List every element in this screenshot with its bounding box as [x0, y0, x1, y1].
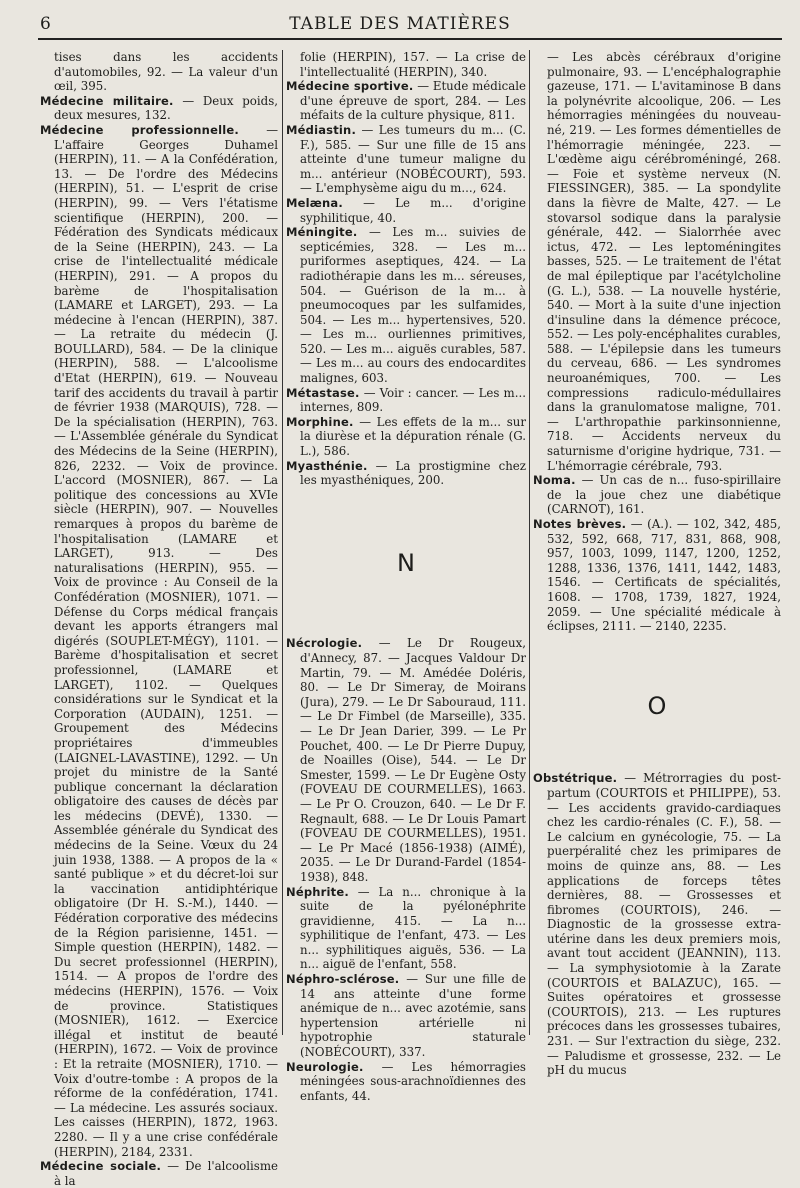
entry-heading: Médecine militaire. — [40, 93, 174, 108]
page-number: 6 — [40, 14, 51, 34]
column-divider — [282, 50, 283, 1035]
entry-text: — Les abcès cérébraux d'origine pulmonaire, 93. — L'encéphalographie gazeuse, 171. — L'avitaminose B dans la polynévrite alcoolique, 206. — Les hémorragies méningées du nouveau-né, 219. — Les formes démentielles de l'hémorragie méningée, 223. — L'œdème aigu cérébroméningé, 268. — Foie et système nerveux (N. FIESSINGER), 385. — La spondylite dans la fièvre de Malte, 427. — Le stovarsol sodique dans la paralysie générale, 442. — Sialorrhée avec ictus, 472. — Les leptoméningites basses, 525. — Le traitement de l'état de mal épileptique par l'acétylcholine (G. L.), 538. — La nouvelle hystérie, 540. — Mort à la suite d'une injection d'insuline dans la démence précoce, 552. — Les poly-encéphalites curables, 588. — L'épilepsie dans les tumeurs du cerveau, 686. — Les syndromes neuroanémiques, 700. — Les compressions radiculo-médullaires dans la granulomatose maligne, 701. — L'arthropathie parkinsonnienne, 718. — Accidents nerveux du saturnisme d'origine hydrique, 731. — L'hémorragie cérébrale, 793. — [547, 50, 781, 473]
index-entry — [286, 50, 526, 79]
index-entry — [286, 123, 526, 196]
entry-text: — L'affaire Georges Duhamel (HERPIN), 11. — A la Confédération, 13. — De l'ordre des Médecins (HERPIN), 51. — L'esprit de crise (HERPIN), 99. — Vers l'étatisme scientifique (HERPIN), 200. — Fédération des Syndicats médicaux de la Seine (HERPIN), 243. — La crise de l'intellectualité médicale (HERPIN), 291. — A propos du barème de l'hospitalisation (LAMARE et LARGET), 293. — La médecine à l'encan (HERPIN), 387. — La retraite du médecin (J. BOULLARD), 584. — De la clinique (HERPIN), 588. — L'alcoolisme d'Etat (HERPIN), 619. — Nouveau tarif des accidents du travail à partir de février 1938 (MARQUIS), 728. — De la spécialisation (HERPIN), 763. — L'Assemblée générale du Syndicat des Médecins de la Seine (HERPIN), 826, 2232. — Voix de province. L'accord (MOSNIER), 867. — La politique des concessions au XVIe siècle (HERPIN), 907. — Nouvelles remarques à propos du barème de l'hospitalisation (LAMARE et LARGET), 913. — Des naturalisations (HERPIN), 955. — Voix de province : Au Conseil de la Confédération (MOSNIER), 1071. — Défense du Corps médical français devant les apports étrangers mal digérés (SOUPLET-MÉGY), 1101. — Barème d'hospitalisation et secret professionnel, (LAMARE et LARGET), 1102. — Quelques considérations sur le Syndicat et la Corporation (AUDAIN), 1251. — Groupement des Médecins propriétaires d'immeubles (LAIGNEL-LAVASTINE), 1292. — Un projet du ministre de la Santé publique concernant la déclaration obligatoire des causes de décès par les médecins (DEVÉ), 1330. — Assemblée générale du Syndicat des médecins de la Seine. Vœux du 24 juin 1938, 1388. — A propos de la « santé publique » et du décret-loi sur la vaccination antidiphtérique obligatoire (Dr H. S.-M.), 1440. — Fédération corporative des médecins de la Région parisienne, 1451. — Simple question (HERPIN), 1482. — Du secret professionnel (HERPIN), 1514. — A propos de l'ordre des médecins (HERPIN), 1576. — Voix de province. Statistiques (MOSNIER), 1612. — Exercice illégal et institut de beauté (HERPIN), 1672. — Voix de province : Et la retraite (MOSNIER), 1710. — Voix d'outre-tombe : A propos de la réforme de la confédération, 1741. — La médecine. Les assurés sociaux. Les caisses (HERPIN), 1872, 1963. 2280. — Il y a une crise confédérale (HERPIN), 2184, 2331. — [54, 122, 278, 1159]
header-rule — [38, 38, 782, 40]
entry-text: folie (HERPIN), 157. — La crise de l'intellectualité (HERPIN), 340. — [300, 50, 526, 79]
index-entry — [40, 1159, 278, 1188]
entry-heading: Obstétrique. — [533, 771, 618, 786]
index-entry — [40, 94, 278, 123]
index-column-2 — [286, 50, 526, 1103]
entry-text: tises dans les accidents d'automobiles, 92. — La valeur d'un œil, 395. — [54, 50, 278, 94]
index-entry — [286, 79, 526, 123]
index-entry — [286, 972, 526, 1060]
entry-heading: Myasthénie. — [286, 458, 368, 473]
entry-heading: Neurologie. — [286, 1059, 364, 1074]
index-entry — [286, 225, 526, 386]
entry-heading: Néphrite. — [286, 884, 349, 899]
entry-text: — Les hémorragies méningées sous-arachnoïdiennes des enfants, 44. — [300, 1059, 526, 1103]
index-entry — [533, 771, 781, 1077]
page-header — [0, 0, 800, 40]
entry-heading: Médiastin. — [286, 122, 357, 137]
entry-text: — La prostigmine chez les myasthéniques, 200. — [300, 458, 526, 488]
entry-text: — De l'alcoolisme à la — [54, 1159, 278, 1188]
entry-text: — Les tumeurs du m... (C. F.), 585. — Sur une fille de 15 ans atteinte d'une tumeur maligne du m... antérieur (NOBÉCOURT), 593. — L'emphysème aigu du m..., 624. — [300, 122, 526, 196]
index-entry — [286, 386, 526, 415]
entry-text: — La n... chronique à la suite de la pyélonéphrite gravidienne, 415. — La n... syphilitique de l'enfant, 473. — Les n... syphilitiques aiguës, 536. — La n... aiguë de l'enfant, 558. — [300, 884, 526, 972]
entry-heading: Noma. — [533, 473, 576, 488]
entry-text: — (A.). — 102, 342, 485, 532, 592, 668, 717, 831, 868, 908, 957, 1003, 1099, 1147, 1200, 1252, 1288, 1336, 1376, 1411, 1442, 1483, 1546. — Certificats de spécialités, 1608. — 1708, 1739, 1827, 1924, 2059. — Une spécialité médicale à éclipses, 2111. — 2140, 2235. — [547, 517, 781, 634]
column-divider — [529, 50, 530, 1035]
entry-text: — Les m... suivies de septicémies, 328. — Les m... puriformes aseptiques, 424. — La radiothérapie dans les m... séreuses, 504. — Guérison de la m... à pneumocoques par les sulfamides, 504. — Les m... hypertensives, 520. — Les m... ourliennes primitives, 520. — Les m... aiguës curables, 587. — Les m... au cours des endocardites malignes, 603. — [300, 225, 526, 386]
index-entry — [40, 123, 278, 1159]
entry-heading: Nécrologie. — [286, 636, 363, 651]
entry-text: — Voir : cancer. — Les m... internes, 809. — [300, 385, 526, 415]
section-letter-o: O — [647, 691, 667, 720]
entry-heading: Médecine sociale. — [40, 1159, 162, 1174]
index-entry — [40, 50, 278, 94]
entry-heading: Méningite. — [286, 225, 358, 240]
entry-heading: Néphro-sclérose. — [286, 972, 400, 987]
entry-heading: Médecine professionnelle. — [40, 122, 239, 137]
section-letter-n: N — [397, 548, 415, 577]
index-entry — [286, 1060, 526, 1104]
entry-text: — Sur une fille de 14 ans atteinte d'une forme anémique de n... avec azotémie, sans hypertension artérielle ni hypotrophie staturale (NOBÉCOURT), 337. — [300, 972, 526, 1060]
entry-heading: Notes brèves. — [533, 517, 627, 531]
entry-text: — Etude médicale d'une épreuve de sport, 284. — Les méfaits de la culture physique, 811. — [300, 79, 526, 123]
entry-text: — Deux poids, deux mesures, 132. — [54, 93, 278, 123]
entry-text: — Le m... d'origine syphilitique, 40. — [300, 195, 526, 225]
index-entry — [286, 636, 526, 884]
index-entry — [286, 459, 526, 488]
index-entry — [286, 196, 526, 225]
index-entry — [533, 50, 781, 473]
entry-heading: Médecine sportive. — [286, 79, 414, 94]
entry-text: — Le Dr Rougeux, d'Annecy, 87. — Jacques Valdour Dr Martin, 79. — M. Amédée Doléris, 80. — Le Dr Simeray, de Moirans (Jura), 279. — Le Dr Sabouraud, 111. — Le Dr Fimbel (de Marseille), 335. — Le Dr Jean Darier, 399. — Le Pr Pouchet, 400. — Le Dr Pierre Dupuy, de Noailles (Oise), 544. — Le Dr Smester, 1599. — Le Dr Eugène Osty (FOVEAU DE COURMELLES), 1663. — Le Pr O. Crouzon, 640. — Le Dr F. Regnault, 688. — Le Dr Louis Pamart (FOVEAU DE COURMELLES), 1951. — Le Pr Macé (1856-1938) (AIMÉ), 2035. — Le Dr Durand-Fardel (1854-1938), 848. — [300, 636, 526, 884]
running-title: TABLE DES MATIÈRES — [289, 14, 511, 34]
entry-text: — Les effets de la m... sur la diurèse et la dépuration rénale (G. L.), 586. — [300, 414, 526, 459]
index-entry — [286, 885, 526, 973]
entry-text: — Un cas de n... fuso-spirillaire de la joue chez une diabétique (CARNOT), 161. — [547, 473, 781, 517]
index-column-3 — [533, 50, 781, 1078]
index-entry — [533, 473, 781, 517]
index-entry — [533, 517, 781, 634]
index-column-1 — [40, 50, 278, 1188]
entry-text: — Métrorragies du post-partum (COURTOIS et PHILIPPE), 53. — Les accidents gravido-cardiaques chez les cardio-rénales (C. F.), 58. — Le calcium en gynécologie, 75. — La puerpéralité chez les primipares de moins de quinze ans, 88. — Les applications de forceps têtes dernières, 88. — Grossesses et fibromes (COURTOIS), 246. — Diagnostic de la grossesse extra-utérine dans les deux premiers mois, avant tout accident (JEANNIN), 113. — La symphysiotomie à la Zarate (COURTOIS et BALAZUC), 165. — Suites opératoires et grossesse (COURTOIS), 213. — Les ruptures précoces dans les grossesses tubaires, 231. — Sur l'extraction du siège, 232. — Paludisme et grossesse, 232. — Le pH du mucus — [547, 771, 781, 1078]
index-entry — [286, 415, 526, 459]
entry-heading: Melæna. — [286, 195, 343, 210]
entry-heading: Morphine. — [286, 414, 354, 429]
entry-heading: Métastase. — [286, 385, 360, 400]
